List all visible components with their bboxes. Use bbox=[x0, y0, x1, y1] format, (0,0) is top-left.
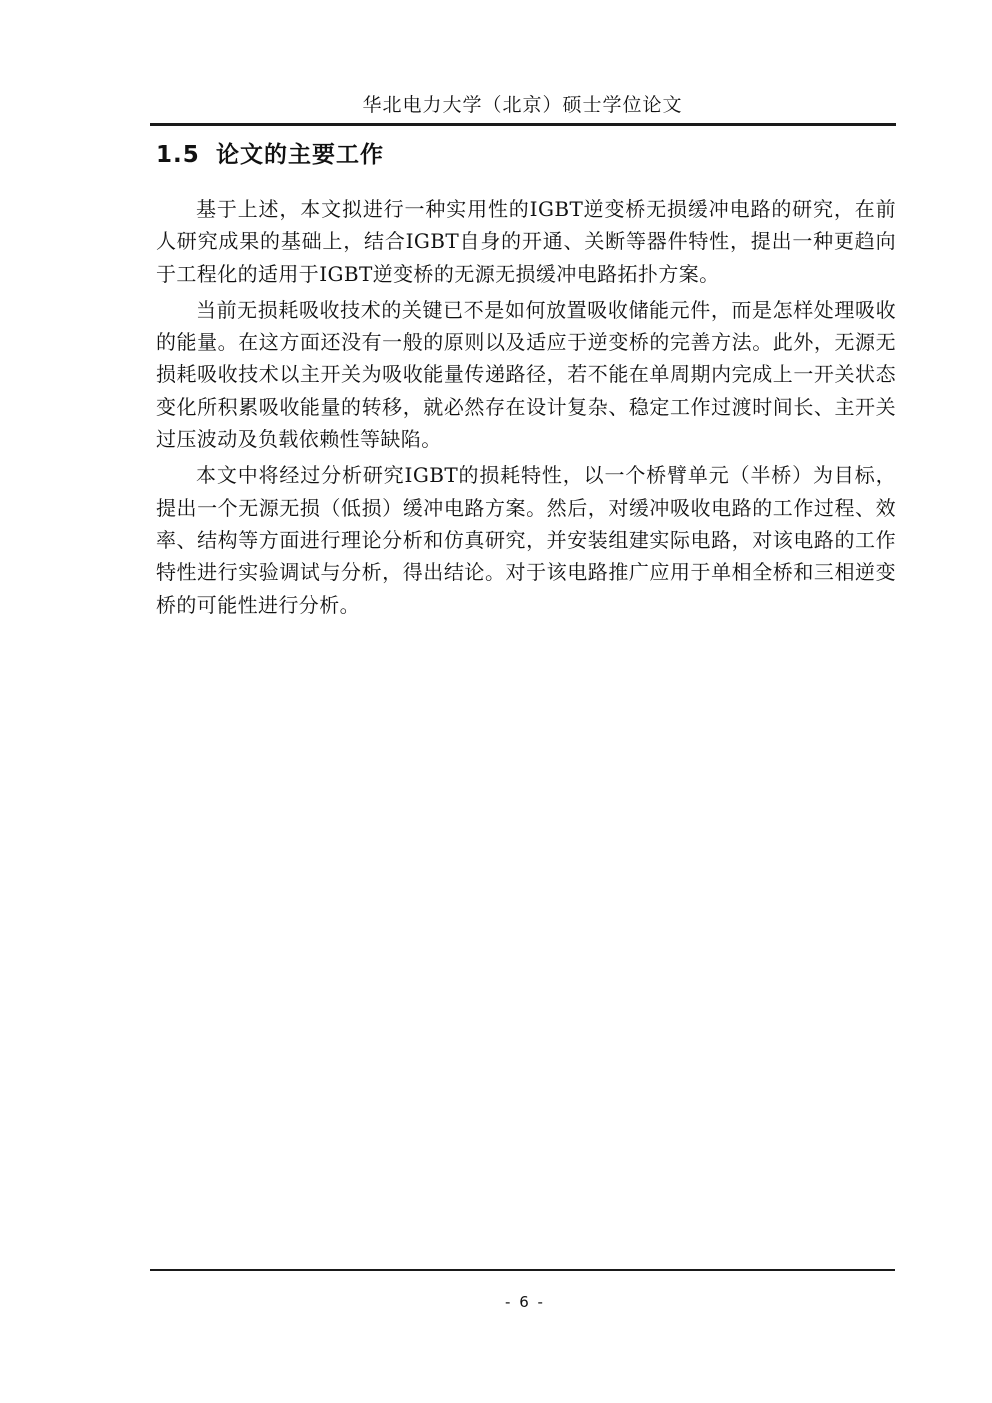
paragraph-1: 基于上述，本文拟进行一种实用性的IGBT逆变桥无损缓冲电路的研究，在前人研究成果的基础上，结合IGBT自身的开通、关断等器件特性，提出一种更趋向于工程化的适用于IGBT逆变桥的无源无损缓冲电路拓扑方案。 bbox=[156, 197, 896, 286]
running-header: 华北电力大学（北京）硕士学位论文 bbox=[362, 94, 683, 116]
section-number: 1.5 bbox=[156, 142, 200, 168]
section-heading bbox=[156, 138, 384, 172]
footer-rule bbox=[150, 1269, 895, 1271]
header-rule bbox=[150, 123, 896, 126]
paragraph-3: 本文中将经过分析研究IGBT的损耗特性，以一个桥臂单元（半桥）为目标，提出一个无源无损（低损）缓冲电路方案。然后，对缓冲吸收电路的工作过程、效率、结构等方面进行理论分析和仿真研究，并安装组建实际电路，对该电路的工作特性进行实验调试与分析，得出结论。对于该电路推广应用于单相全桥和三相逆变桥的可能性进行分析。 bbox=[156, 463, 896, 617]
paragraph-2: 当前无损耗吸收技术的关键已不是如何放置吸收储能元件，而是怎样处理吸收的能量。在这方面还没有一般的原则以及适应于逆变桥的完善方法。此外，无源无损耗吸收技术以主开关为吸收能量传递路径，若不能在单周期内完成上一开关状态变化所积累吸收能量的转移，就必然存在设计复杂、稳定工作过渡时间长、主开关过压波动及负载依赖性等缺陷。 bbox=[156, 297, 896, 452]
body-text bbox=[156, 193, 896, 625]
section-title: 论文的主要工作 bbox=[216, 142, 384, 168]
page-number: - 6 - bbox=[505, 1293, 545, 1311]
